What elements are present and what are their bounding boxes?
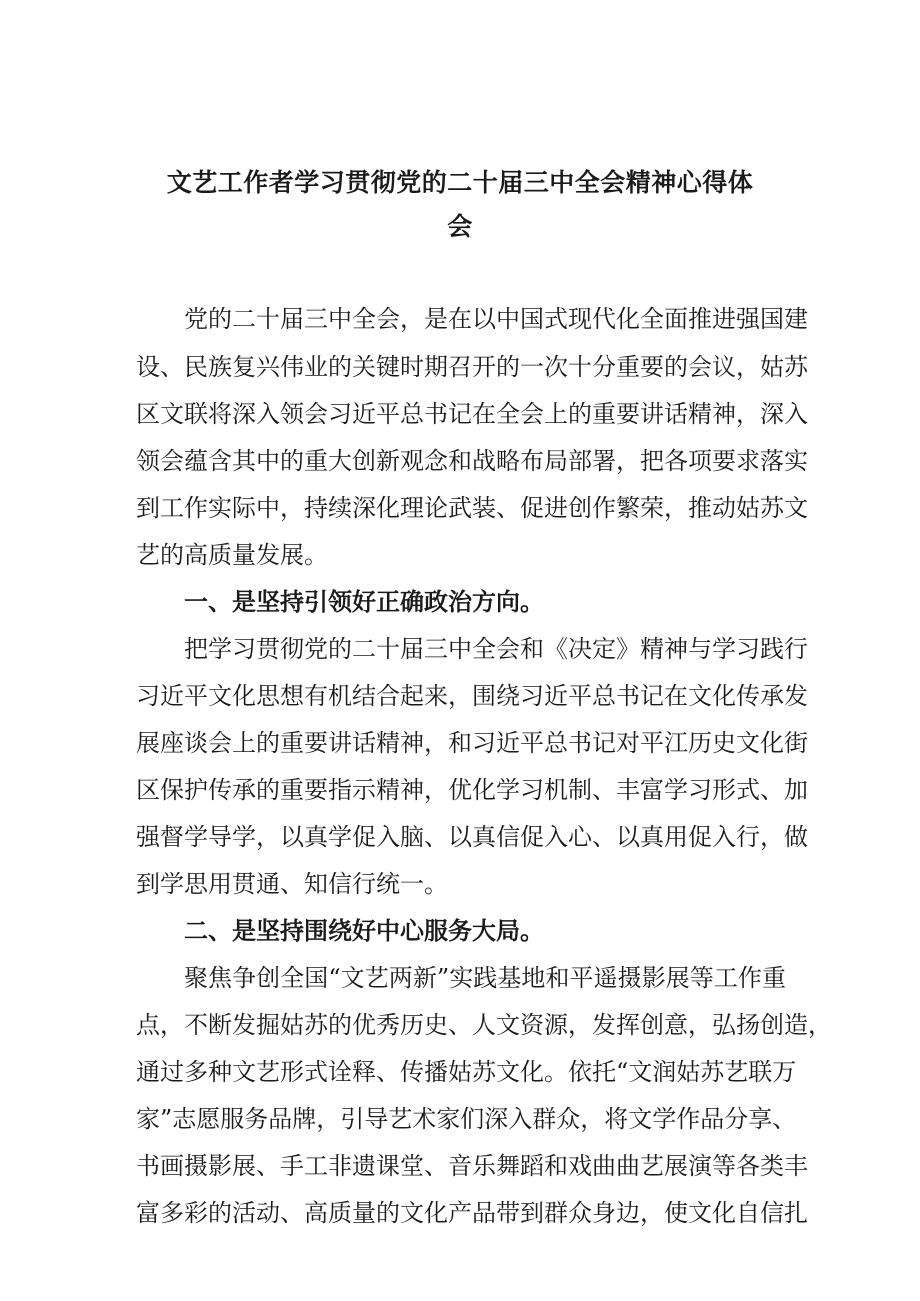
section-1-line: 把学习贯彻党的二十届三中全会和《决定》精神与学习践行 [184, 635, 808, 663]
section-1-line: 强督学导学，以真学促入脑、以真信促入心、以真用促入行，做 [136, 823, 808, 851]
section-2-line: 家”志愿服务品牌，引导艺术家们深入群众，将文学作品分享、 [136, 1105, 797, 1133]
intro-line: 区文联将深入领会习近平总书记在全会上的重要讲话精神，深入 [136, 400, 808, 428]
section-1-line: 展座谈会上的重要讲话精神，和习近平总书记对平江历史文化街 [136, 729, 808, 757]
section-1-line: 区保护传承的重要指示精神，优化学习机制、丰富学习形式、加 [136, 776, 808, 804]
section-1-heading: 一、是坚持引领好正确政治方向。 [184, 587, 544, 616]
intro-line: 到工作实际中，持续深化理论武装、促进创作繁荣，推动姑苏文 [136, 494, 808, 522]
section-2-line: 通过多种文艺形式诠释、传播姑苏文化。依托“文润姑苏艺联万 [136, 1058, 797, 1086]
intro-line: 艺的高质量发展。 [136, 541, 328, 569]
document-title-line-1: 文艺工作者学习贯彻党的二十届三中全会精神心得体 [166, 168, 754, 197]
document-title-line-2: 会 [447, 212, 473, 241]
section-2-heading: 二、是坚持围绕好中心服务大局。 [184, 916, 544, 945]
section-1-line: 习近平文化思想有机结合起来，围绕习近平总书记在文化传承发 [136, 682, 808, 710]
section-2-line: 点，不断发掘姑苏的优秀历史、人文资源，发挥创意，弘扬创造， [136, 1011, 832, 1039]
section-2-line: 书画摄影展、手工非遗课堂、音乐舞蹈和戏曲曲艺展演等各类丰 [136, 1152, 808, 1180]
section-1-line: 到学思用贯通、知信行统一。 [136, 870, 448, 898]
section-2-line: 富多彩的活动、高质量的文化产品带到群众身边，使文化自信扎 [136, 1199, 808, 1227]
section-2-line: 聚焦争创全国“文艺两新”实践基地和平遥摄影展等工作重 [184, 964, 786, 992]
intro-line: 设、民族复兴伟业的关键时期召开的一次十分重要的会议，姑苏 [136, 353, 808, 381]
intro-line: 领会蕴含其中的重大创新观念和战略布局部署，把各项要求落实 [136, 447, 808, 475]
intro-line: 党的二十届三中全会，是在以中国式现代化全面推进强国建 [184, 305, 808, 333]
